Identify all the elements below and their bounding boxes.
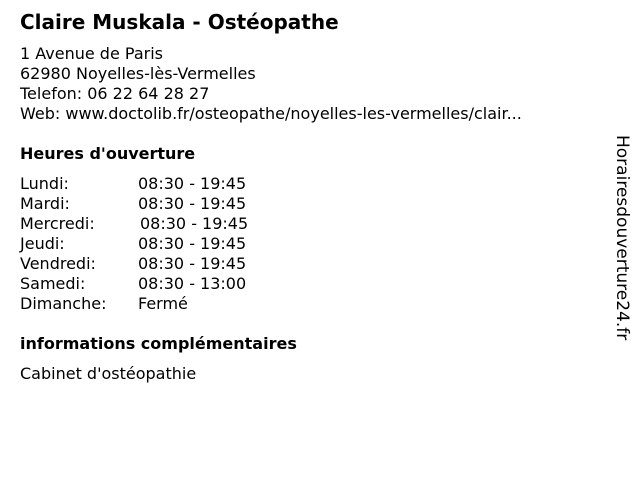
opening-hours-table [20,174,420,314]
time-range: 08:30 - 19:45 [138,234,247,253]
day-label: Dimanche: [20,294,107,313]
time-range: 08:30 - 19:45 [138,194,247,213]
city-postal: 62980 Noyelles-lès-Vermelles [20,64,256,83]
day-label: Mardi: [20,194,70,213]
site-watermark: Horairesdouverture24.fr [612,135,632,341]
street-address: 1 Avenue de Paris [20,44,163,63]
day-label: Samedi: [20,274,86,293]
hours-row-monday [20,174,420,194]
day-label: Mercredi: [20,214,95,233]
time-range: Fermé [138,294,188,313]
website-link: Web: www.doctolib.fr/osteopathe/noyelles-les-vermelles/clair... [20,104,522,123]
hours-row-friday [20,254,420,274]
time-range: 08:30 - 13:00 [138,274,247,293]
time-range: 08:30 - 19:45 [138,254,247,273]
day-label: Jeudi: [20,234,65,253]
hours-row-wednesday [20,214,420,234]
time-range: 08:30 - 19:45 [140,214,249,233]
hours-row-tuesday [20,194,420,214]
hours-row-saturday [20,274,420,294]
hours-row-sunday [20,294,420,314]
additional-info-heading: informations complémentaires [20,334,297,353]
day-label: Lundi: [20,174,69,193]
phone-number: Telefon: 06 22 64 28 27 [20,84,210,103]
opening-hours-heading: Heures d'ouverture [20,144,196,163]
time-range: 08:30 - 19:45 [138,174,247,193]
additional-info-text: Cabinet d'ostéopathie [20,364,197,383]
address-block [20,44,522,124]
day-label: Vendredi: [20,254,96,273]
page-title: Claire Muskala - Ostéopathe [20,10,339,34]
hours-row-thursday [20,234,420,254]
